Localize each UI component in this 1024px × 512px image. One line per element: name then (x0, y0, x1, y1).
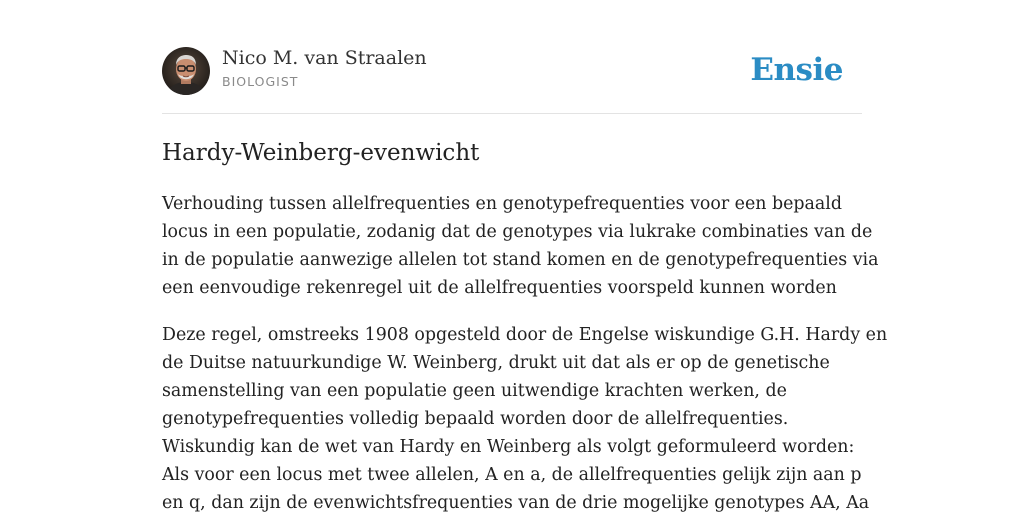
paragraph-line: Als voor een locus met twee allelen, A en a, de allelfrequenties gelijk zijn aan p (162, 465, 862, 485)
article-container (162, 0, 888, 512)
article-title: Hardy-Weinberg-evenwicht (162, 140, 480, 166)
paragraph-line: Deze regel, omstreeks 1908 opgesteld door de Engelse wiskundige G.H. Hardy en (162, 325, 888, 345)
author-avatar[interactable] (162, 47, 210, 95)
paragraph-line: genotypefrequenties volledig bepaald worden door de allelfrequenties. (162, 409, 789, 429)
paragraph-line: een eenvoudige rekenregel uit de allelfrequenties voorspeld kunnen worden (162, 278, 837, 298)
author-name[interactable]: Nico M. van Straalen (222, 47, 427, 69)
paragraph-line: in de populatie aanwezige allelen tot stand komen en de genotypefrequenties via (162, 250, 879, 270)
ensie-logo[interactable]: Ensie (750, 52, 843, 88)
author-role: BIOLOGIST (222, 74, 299, 89)
paragraph-definition (162, 190, 879, 302)
avatar-portrait-icon (162, 47, 210, 95)
article-header (162, 0, 862, 114)
paragraph-explanation (162, 321, 888, 512)
paragraph-line: samenstelling van een populatie geen uitwendige krachten werken, de (162, 381, 787, 401)
paragraph-line: de Duitse natuurkundige W. Weinberg, drukt uit dat als er op de genetische (162, 353, 830, 373)
paragraph-line: en q, dan zijn de evenwichtsfrequenties van de drie mogelijke genotypes AA, Aa (162, 493, 870, 512)
paragraph-line: locus in een populatie, zodanig dat de genotypes via lukrake combinaties van de (162, 222, 873, 242)
paragraph-line: Verhouding tussen allelfrequenties en genotypefrequenties voor een bepaald (162, 194, 842, 214)
paragraph-line: Wiskundig kan de wet van Hardy en Weinberg als volgt geformuleerd worden: (162, 437, 855, 457)
